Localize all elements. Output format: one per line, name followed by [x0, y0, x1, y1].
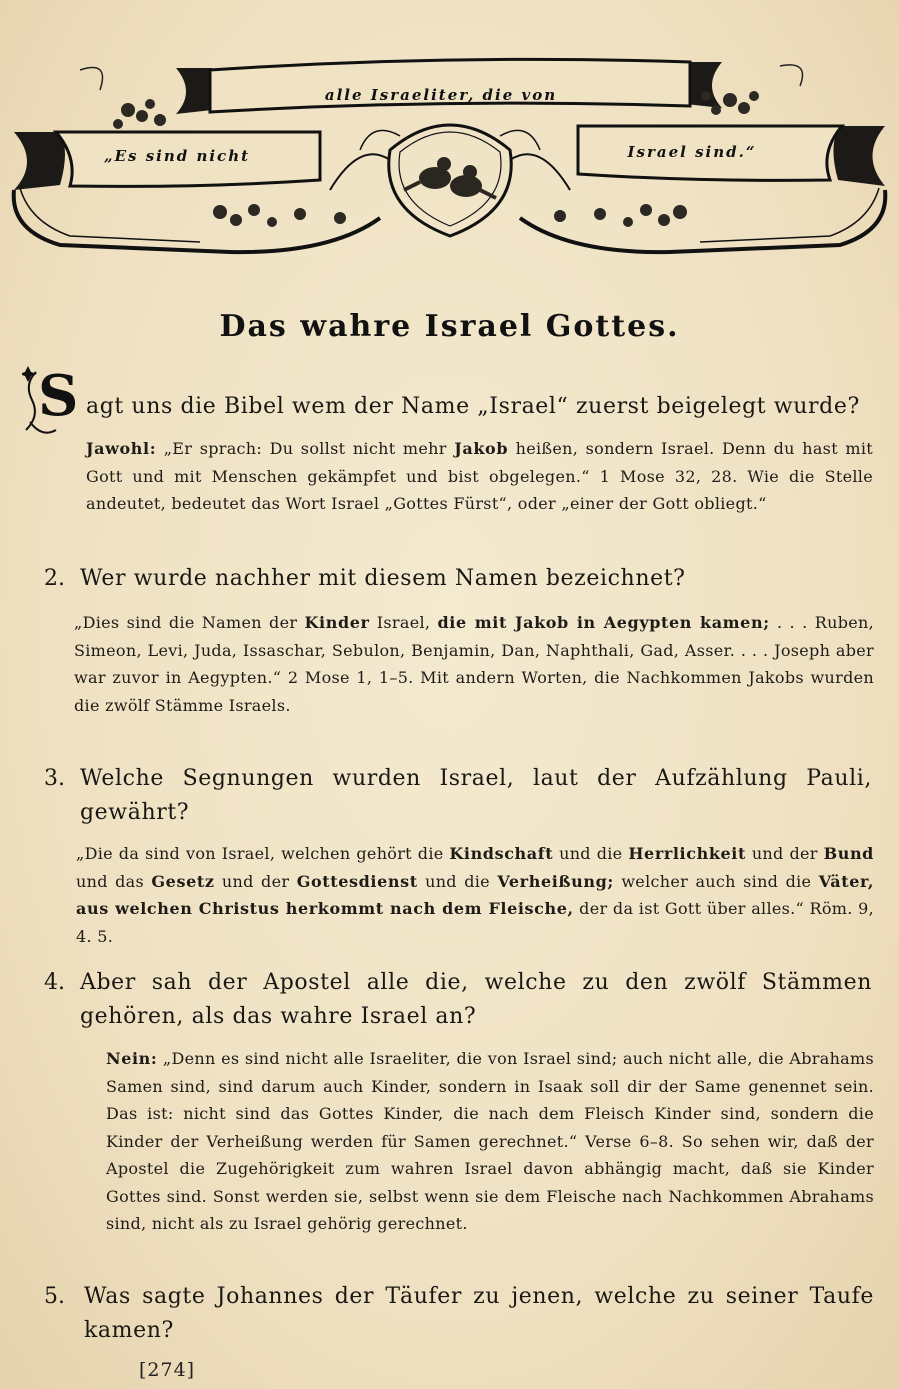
answer-1-text-a: „Er sprach: Du sollst nicht mehr	[163, 439, 447, 458]
answer-3-text-d: und das	[76, 871, 145, 891]
answer-3-bold-d: Gesetz	[151, 871, 215, 891]
dropcap-letter: S	[38, 363, 79, 429]
answer-3-text-c: und der	[751, 844, 818, 863]
answer-2-text-a: „Dies sind die Namen der	[74, 613, 298, 632]
answer-3	[76, 840, 874, 950]
answer-3-text-h: der da ist Gott über alles.“ Röm. 9, 4. 5.	[76, 899, 874, 946]
question-4: Aber sah der Apostel alle die, welche zu den zwölf Stämmen gehören, als das wahre Israel an?	[80, 970, 872, 1029]
answer-3-text-a: „Die da sind von Israel, welchen gehört die	[76, 844, 444, 863]
answer-1	[86, 435, 873, 518]
banner-left-text: „Es sind nicht	[103, 147, 251, 165]
answer-3-bold-f: Verheißung;	[497, 871, 614, 891]
page-title: Das wahre Israel Gottes.	[219, 309, 680, 344]
question-5-number: 5.	[44, 1284, 65, 1309]
answer-3-text-e: und der	[221, 871, 290, 891]
banner-right-text: Israel sind.“	[627, 143, 757, 161]
question-5: Was sagte Johannes der Täufer zu jenen, welche zu seiner Taufe kamen?	[84, 1284, 874, 1343]
answer-3-text-g: welcher auch sind die	[621, 871, 812, 891]
question-2-number: 2.	[44, 566, 65, 591]
question-1: agt uns die Bibel wem der Name „Israel“ zuerst beigelegt wurde?	[86, 394, 860, 419]
answer-3-text-f: und die	[425, 871, 490, 891]
question-4-number: 4.	[44, 970, 65, 995]
answer-3-bold-g: Väter, aus welchen Christus herkommt nach dem Fleische,	[76, 871, 875, 918]
answer-3-bold-b: Herrlichkeit	[628, 844, 746, 863]
answer-3-bold-c: Bund	[823, 844, 874, 863]
answer-3-bold-a: Kindschaft	[449, 844, 554, 863]
answer-2	[74, 609, 874, 719]
ornamental-banner	[0, 40, 899, 270]
page-number: [274]	[139, 1359, 196, 1381]
answer-2-text-c: . . . Ruben, Simeon, Levi, Juda, Issaschar, Sebulon, Benjamin, Dan, Naphthali, Gad, Asser. . . . Joseph aber war zuvor in Aegypten.“ 2 Mose 1, 1–5. Mit andern Worten, die Nachkommen Jakobs wurden die zwölf Stämme Israels.	[74, 613, 874, 715]
answer-3-bold-e: Gottesdienst	[296, 871, 418, 891]
answer-2-text-b: Israel,	[376, 613, 431, 632]
answer-1-lead: Jawohl:	[86, 439, 157, 458]
answer-1-text-b: heißen, sondern Israel. Denn du hast mit Gott und mit Menschen gekämpfet und bist obgelegen.“ 1 Mose 32, 28. Wie die Stelle andeutet, bedeutet das Wort Israel „Gottes Fürst“, oder „einer der Gott obliegt.“	[86, 439, 874, 513]
question-3-number: 3.	[44, 766, 65, 791]
answer-2-bold-b: die mit Jakob in Aegypten kamen;	[437, 613, 770, 632]
answer-3-text-b: und die	[559, 844, 623, 863]
answer-2-bold-a: Kinder	[304, 613, 370, 632]
answer-4-lead: Nein:	[106, 1049, 158, 1068]
question-2: Wer wurde nachher mit diesem Namen bezeichnet?	[80, 566, 686, 591]
question-3: Welche Segnungen wurden Israel, laut der Aufzählung Pauli, gewährt?	[80, 766, 872, 825]
answer-1-jakob: Jakob	[454, 439, 509, 458]
banner-top-text: alle Israeliter, die von	[324, 86, 558, 104]
answer-4-text: „Denn es sind nicht alle Israeliter, die von Israel sind; auch nicht alle, die Abrahams Samen sind, sind darum auch Kinder, sondern in Isaak soll dir der Same genennet sein. Das ist: nicht sind das Gottes Kinder, die nach dem Fleisch Kinder sind, sondern die Kinder der Verheißung werden für Samen gerechnet.“ Verse 6–8. So sehen wir, daß der Apostel die Zugehörigkeit zum wahren Israel davon abhängig macht, daß sie Kinder Gottes sind. Sonst werden sie, selbst wenn sie dem Fleische nach Nachkommen Abrahams sind, nicht als zu Israel gehörig gerechnet.	[106, 1049, 874, 1233]
answer-4	[106, 1045, 874, 1238]
